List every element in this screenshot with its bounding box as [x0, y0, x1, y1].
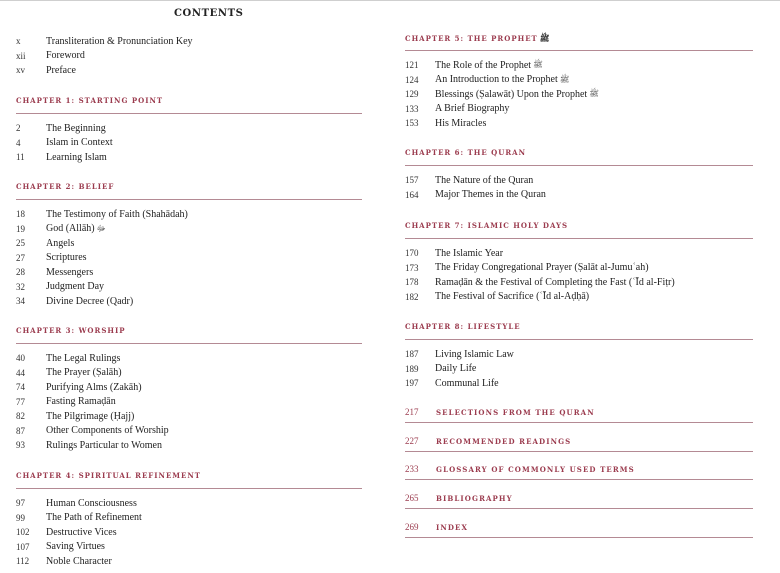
chapter-heading-5[interactable]: CHAPTER 5: THE PROPHET ﷺ [405, 33, 753, 45]
chapter-rule [16, 113, 362, 114]
back-matter-glossary[interactable]: 233 GLOSSARY OF COMMONLY USED TERMS [405, 462, 753, 478]
front-matter-list [16, 34, 193, 78]
toc-entry[interactable]: 164 Major Themes in the Quran [405, 189, 546, 201]
section-rule [405, 508, 753, 509]
toc-entry[interactable]: 189 Daily Life [405, 363, 477, 375]
toc-entry[interactable]: 97 Human Consciousness [16, 497, 137, 509]
toc-entry[interactable]: 28 Messengers [16, 266, 94, 278]
toc-entry[interactable]: 182 The Festival of Sacrifice (ʿĪd al-Aḍḥā) [405, 291, 590, 303]
toc-entry[interactable]: 32 Judgment Day [16, 281, 105, 293]
toc-entry[interactable]: 187 Living Islamic Law [405, 348, 514, 360]
toc-entry[interactable]: 107 Saving Virtues [16, 541, 105, 553]
section-rule [405, 451, 753, 452]
chapter-heading-8[interactable]: CHAPTER 8: LIFESTYLE [405, 322, 753, 331]
toc-entry[interactable]: 99 The Path of Refinement [16, 512, 142, 524]
toc-entry[interactable]: 93 Rulings Particular to Women [16, 439, 162, 451]
toc-entry[interactable]: 121 The Role of the Prophet ﷺ [405, 59, 543, 71]
toc-entry[interactable]: 34 Divine Decree (Qadr) [16, 295, 134, 307]
chapter-rule [16, 343, 362, 344]
honorific-glyph-icon: ﷺ [533, 60, 543, 70]
chapter-5-entries [405, 58, 599, 131]
toc-entry[interactable]: 18 The Testimony of Faith (Shahādah) [16, 208, 188, 220]
chapter-3-entries [16, 351, 169, 453]
honorific-glyph-icon: ﷻ [96, 223, 106, 233]
section-rule [405, 422, 753, 423]
back-matter-selections[interactable]: 217 SELECTIONS FROM THE QURAN [405, 405, 753, 421]
toc-entry[interactable]: 44 The Prayer (Ṣalāh) [16, 367, 122, 379]
toc-entry[interactable]: 133 A Brief Biography [405, 103, 510, 115]
section-rule [405, 537, 753, 538]
toc-entry[interactable]: 27 Scriptures [16, 252, 87, 264]
chapter-8-entries [405, 347, 514, 391]
toc-entry[interactable]: 153 His Miracles [405, 117, 487, 129]
toc-entry[interactable]: 11 Learning Islam [16, 151, 107, 163]
chapter-rule [405, 50, 753, 51]
chapter-7-entries [405, 246, 675, 304]
toc-left-column [16, 0, 362, 573]
chapter-rule [405, 339, 753, 340]
honorific-glyph-icon: ﷺ [559, 74, 570, 84]
toc-entry[interactable]: xii Foreword [16, 50, 85, 62]
toc-entry[interactable]: 74 Purifying Alms (Zakāh) [16, 381, 142, 393]
toc-entry[interactable]: xv Preface [16, 64, 76, 76]
toc-entry[interactable]: 82 The Pilgrimage (Ḥajj) [16, 410, 135, 422]
toc-entry[interactable]: 170 The Islamic Year [405, 247, 504, 259]
toc-entry[interactable]: 157 The Nature of the Quran [405, 174, 534, 186]
chapter-heading-7[interactable]: CHAPTER 7: ISLAMIC HOLY DAYS [405, 221, 753, 230]
toc-entry[interactable]: 19 God (Allāh) ﷻ [16, 223, 106, 235]
chapter-heading-1[interactable]: CHAPTER 1: STARTING POINT [16, 96, 362, 105]
toc-entry[interactable]: 197 Communal Life [405, 377, 499, 389]
section-rule [405, 479, 753, 480]
honorific-glyph-icon: ﷺ [539, 33, 550, 43]
chapter-6-entries [405, 173, 546, 202]
back-matter-bibliography[interactable]: 265 BIBLIOGRAPHY [405, 491, 753, 507]
chapter-1-entries [16, 121, 113, 165]
honorific-glyph-icon: ﷺ [589, 89, 599, 99]
toc-entry[interactable]: 129 Blessings (Ṣalawāt) Upon the Prophet ﷺ [405, 88, 599, 100]
toc-entry[interactable]: 87 Other Components of Worship [16, 425, 169, 437]
toc-entry[interactable]: 2 The Beginning [16, 122, 106, 134]
toc-entry[interactable]: x Transliteration & Pronunciation Key [16, 35, 193, 47]
back-matter-readings[interactable]: 227 RECOMMENDED READINGS [405, 434, 753, 450]
toc-entry[interactable]: 4 Islam in Context [16, 137, 113, 149]
toc-entry[interactable]: 40 The Legal Rulings [16, 352, 121, 364]
page-title: CONTENTS [174, 8, 244, 19]
chapter-4-entries [16, 496, 142, 569]
toc-entry[interactable]: 124 An Introduction to the Prophet ﷺ [405, 74, 570, 86]
toc-entry[interactable]: 112 Noble Character [16, 555, 112, 567]
chapter-rule [405, 165, 753, 166]
toc-right-column [405, 0, 753, 573]
chapter-rule [16, 199, 362, 200]
chapter-heading-4[interactable]: CHAPTER 4: SPIRITUAL REFINEMENT [16, 471, 362, 480]
chapter-heading-3[interactable]: CHAPTER 3: WORSHIP [16, 326, 362, 335]
toc-entry[interactable]: 77 Fasting Ramaḍān [16, 396, 116, 408]
chapter-rule [405, 238, 753, 239]
chapter-2-entries [16, 207, 188, 309]
chapter-rule [16, 488, 362, 489]
toc-entry[interactable]: 173 The Friday Congregational Prayer (Ṣalāt al-Jumuʿah) [405, 262, 649, 274]
back-matter-index[interactable]: 269 INDEX [405, 520, 753, 536]
toc-entry[interactable]: 102 Destructive Vices [16, 526, 117, 538]
toc-entry[interactable]: 25 Angels [16, 237, 75, 249]
toc-entry[interactable]: 178 Ramaḍān & the Festival of Completing the Fast (ʿĪd al-Fiṭr) [405, 276, 675, 288]
chapter-heading-6[interactable]: CHAPTER 6: THE QURAN [405, 148, 753, 157]
chapter-heading-2[interactable]: CHAPTER 2: BELIEF [16, 182, 362, 191]
